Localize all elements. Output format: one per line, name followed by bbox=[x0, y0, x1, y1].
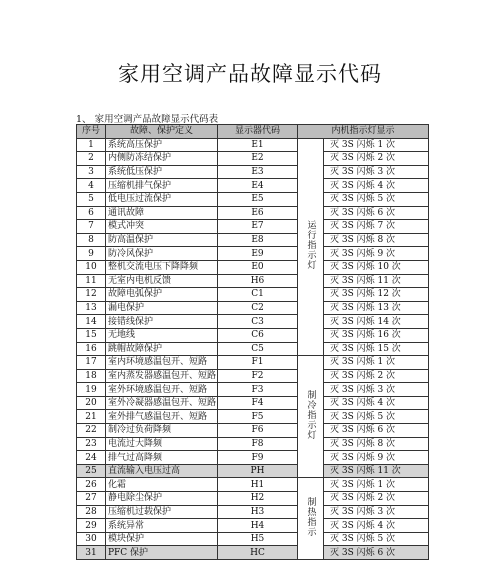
indicator-blink-pattern: 灭 3S 闪烁 1 次 bbox=[324, 478, 429, 492]
table-row bbox=[77, 260, 429, 274]
row-number: 13 bbox=[77, 301, 106, 315]
fault-definition: 模式冲突 bbox=[106, 220, 218, 234]
display-code: F3 bbox=[218, 383, 298, 397]
indicator-blink-pattern: 灭 3S 闪烁 4 次 bbox=[324, 519, 429, 533]
table-row bbox=[77, 152, 429, 166]
display-code: H3 bbox=[218, 505, 298, 519]
fault-definition: 室外环境感温包开、短路 bbox=[106, 383, 218, 397]
display-code: H2 bbox=[218, 492, 298, 506]
indicator-blink-pattern: 灭 3S 闪烁 13 次 bbox=[324, 301, 429, 315]
fault-definition: 电流过大降频 bbox=[106, 437, 218, 451]
display-code: E9 bbox=[218, 247, 298, 261]
indicator-blink-pattern: 灭 3S 闪烁 2 次 bbox=[324, 152, 429, 166]
table-row bbox=[77, 519, 429, 533]
fault-definition: 系统异常 bbox=[106, 519, 218, 533]
indicator-group-text: 制热指示 bbox=[305, 496, 316, 537]
indicator-blink-pattern: 灭 3S 闪烁 5 次 bbox=[324, 532, 429, 546]
fault-definition: 室外排气感温包开、短路 bbox=[106, 410, 218, 424]
indicator-blink-pattern: 灭 3S 闪烁 4 次 bbox=[324, 179, 429, 193]
fault-definition: 整机交流电压下降降频 bbox=[106, 260, 218, 274]
fault-definition: 化霜 bbox=[106, 478, 218, 492]
fault-definition: 跳帽故障保护 bbox=[106, 342, 218, 356]
indicator-blink-pattern: 灭 3S 闪烁 9 次 bbox=[324, 451, 429, 465]
table-row bbox=[77, 206, 429, 220]
row-number: 11 bbox=[77, 274, 106, 288]
table-row bbox=[77, 274, 429, 288]
row-number: 27 bbox=[77, 492, 106, 506]
row-number: 12 bbox=[77, 288, 106, 302]
indicator-group-label bbox=[298, 138, 324, 356]
table-row bbox=[77, 165, 429, 179]
row-number: 8 bbox=[77, 233, 106, 247]
fault-definition: 压缩机过载保护 bbox=[106, 505, 218, 519]
display-code: H6 bbox=[218, 274, 298, 288]
indicator-group-label bbox=[298, 356, 324, 478]
display-code: E3 bbox=[218, 165, 298, 179]
fault-definition: 防冷风保护 bbox=[106, 247, 218, 261]
fault-definition: 接错线保护 bbox=[106, 315, 218, 329]
display-code: F1 bbox=[218, 356, 298, 370]
indicator-blink-pattern: 灭 3S 闪烁 14 次 bbox=[324, 315, 429, 329]
indicator-blink-pattern: 灭 3S 闪烁 6 次 bbox=[324, 424, 429, 438]
row-number: 20 bbox=[77, 396, 106, 410]
display-code: F4 bbox=[218, 396, 298, 410]
indicator-blink-pattern: 灭 3S 闪烁 1 次 bbox=[324, 138, 429, 152]
fault-definition: 漏电保护 bbox=[106, 301, 218, 315]
display-code: F9 bbox=[218, 451, 298, 465]
indicator-blink-pattern: 灭 3S 闪烁 4 次 bbox=[324, 396, 429, 410]
indicator-blink-pattern: 灭 3S 闪烁 6 次 bbox=[324, 546, 429, 560]
display-code: PH bbox=[218, 464, 298, 478]
display-code: C1 bbox=[218, 288, 298, 302]
row-number: 9 bbox=[77, 247, 106, 261]
table-header-row bbox=[77, 125, 429, 139]
fault-definition: 低电压过流保护 bbox=[106, 192, 218, 206]
table-row bbox=[77, 532, 429, 546]
fault-definition: 模块保护 bbox=[106, 532, 218, 546]
row-number: 16 bbox=[77, 342, 106, 356]
fault-definition: 直流输入电压过高 bbox=[106, 464, 218, 478]
indicator-blink-pattern: 灭 3S 闪烁 2 次 bbox=[324, 369, 429, 383]
table-row bbox=[77, 356, 429, 370]
row-number: 18 bbox=[77, 369, 106, 383]
row-number: 30 bbox=[77, 532, 106, 546]
display-code: C5 bbox=[218, 342, 298, 356]
display-code: E1 bbox=[218, 138, 298, 152]
table-row bbox=[77, 396, 429, 410]
row-number: 21 bbox=[77, 410, 106, 424]
indicator-blink-pattern: 灭 3S 闪烁 5 次 bbox=[324, 410, 429, 424]
table-row bbox=[77, 233, 429, 247]
table-row bbox=[77, 492, 429, 506]
table-row bbox=[77, 464, 429, 478]
fault-definition: 防高温保护 bbox=[106, 233, 218, 247]
row-number: 5 bbox=[77, 192, 106, 206]
table-body bbox=[77, 138, 429, 559]
table-row bbox=[77, 451, 429, 465]
row-number: 22 bbox=[77, 424, 106, 438]
indicator-blink-pattern: 灭 3S 闪烁 7 次 bbox=[324, 220, 429, 234]
table-row bbox=[77, 342, 429, 356]
row-number: 10 bbox=[77, 260, 106, 274]
row-number: 2 bbox=[77, 152, 106, 166]
header-definition: 故障、保护定义 bbox=[106, 125, 218, 139]
row-number: 3 bbox=[77, 165, 106, 179]
indicator-blink-pattern: 灭 3S 闪烁 3 次 bbox=[324, 165, 429, 179]
table-row bbox=[77, 301, 429, 315]
header-display-code: 显示器代码 bbox=[218, 125, 298, 139]
table-row bbox=[77, 383, 429, 397]
fault-definition: 系统高压保护 bbox=[106, 138, 218, 152]
row-number: 24 bbox=[77, 451, 106, 465]
indicator-blink-pattern: 灭 3S 闪烁 15 次 bbox=[324, 342, 429, 356]
indicator-blink-pattern: 灭 3S 闪烁 3 次 bbox=[324, 505, 429, 519]
display-code: E8 bbox=[218, 233, 298, 247]
row-number: 4 bbox=[77, 179, 106, 193]
row-number: 17 bbox=[77, 356, 106, 370]
row-number: 14 bbox=[77, 315, 106, 329]
section-heading: 1、 家用空调产品故障显示代码表 bbox=[76, 114, 219, 125]
row-number: 1 bbox=[77, 138, 106, 152]
table-row bbox=[77, 328, 429, 342]
display-code: F6 bbox=[218, 424, 298, 438]
table-row bbox=[77, 369, 429, 383]
indicator-blink-pattern: 灭 3S 闪烁 2 次 bbox=[324, 492, 429, 506]
fault-definition: 室内蒸发器感温包开、短路 bbox=[106, 369, 218, 383]
display-code: H5 bbox=[218, 532, 298, 546]
indicator-blink-pattern: 灭 3S 闪烁 6 次 bbox=[324, 206, 429, 220]
table-row bbox=[77, 220, 429, 234]
table-row bbox=[77, 424, 429, 438]
fault-definition: 故障电弧保护 bbox=[106, 288, 218, 302]
display-code: E4 bbox=[218, 179, 298, 193]
display-code: H1 bbox=[218, 478, 298, 492]
row-number: 29 bbox=[77, 519, 106, 533]
indicator-blink-pattern: 灭 3S 闪烁 11 次 bbox=[324, 274, 429, 288]
display-code: F5 bbox=[218, 410, 298, 424]
indicator-blink-pattern: 灭 3S 闪烁 3 次 bbox=[324, 383, 429, 397]
row-number: 23 bbox=[77, 437, 106, 451]
row-number: 25 bbox=[77, 464, 106, 478]
indicator-blink-pattern: 灭 3S 闪烁 16 次 bbox=[324, 328, 429, 342]
table-row bbox=[77, 546, 429, 560]
display-code: E2 bbox=[218, 152, 298, 166]
fault-definition: 通讯故障 bbox=[106, 206, 218, 220]
fault-definition: 无室内电机反馈 bbox=[106, 274, 218, 288]
row-number: 6 bbox=[77, 206, 106, 220]
fault-definition: 系统低压保护 bbox=[106, 165, 218, 179]
indicator-blink-pattern: 灭 3S 闪烁 11 次 bbox=[324, 464, 429, 478]
table-row bbox=[77, 179, 429, 193]
table-row bbox=[77, 505, 429, 519]
display-code: HC bbox=[218, 546, 298, 560]
display-code: C2 bbox=[218, 301, 298, 315]
display-code: E5 bbox=[218, 192, 298, 206]
fault-definition: 压缩机排气保护 bbox=[106, 179, 218, 193]
row-number: 15 bbox=[77, 328, 106, 342]
display-code: C6 bbox=[218, 328, 298, 342]
indicator-blink-pattern: 灭 3S 闪烁 5 次 bbox=[324, 192, 429, 206]
row-number: 7 bbox=[77, 220, 106, 234]
display-code: F2 bbox=[218, 369, 298, 383]
fault-definition: 室内环境感温包开、短路 bbox=[106, 356, 218, 370]
fault-definition: 排气过高降频 bbox=[106, 451, 218, 465]
table-row bbox=[77, 478, 429, 492]
header-indicator: 内机指示灯显示 bbox=[298, 125, 429, 139]
table-row bbox=[77, 138, 429, 152]
display-code: C3 bbox=[218, 315, 298, 329]
table-row bbox=[77, 288, 429, 302]
indicator-blink-pattern: 灭 3S 闪烁 12 次 bbox=[324, 288, 429, 302]
display-code: E6 bbox=[218, 206, 298, 220]
table-row bbox=[77, 410, 429, 424]
display-code: E7 bbox=[218, 220, 298, 234]
fault-definition: 制冷过负荷降频 bbox=[106, 424, 218, 438]
indicator-group-text: 运行指示灯 bbox=[305, 219, 316, 270]
fault-definition: 静电除尘保护 bbox=[106, 492, 218, 506]
indicator-blink-pattern: 灭 3S 闪烁 1 次 bbox=[324, 356, 429, 370]
table-row bbox=[77, 247, 429, 261]
row-number: 26 bbox=[77, 478, 106, 492]
table-row bbox=[77, 315, 429, 329]
indicator-group-label bbox=[298, 478, 324, 560]
row-number: 19 bbox=[77, 383, 106, 397]
fault-definition: 室外冷凝器感温包开、短路 bbox=[106, 396, 218, 410]
fault-code-table bbox=[76, 124, 429, 560]
row-number: 28 bbox=[77, 505, 106, 519]
fault-definition: 无地线 bbox=[106, 328, 218, 342]
display-code: E0 bbox=[218, 260, 298, 274]
header-number: 序号 bbox=[77, 125, 106, 139]
display-code: F8 bbox=[218, 437, 298, 451]
table-row bbox=[77, 192, 429, 206]
indicator-blink-pattern: 灭 3S 闪烁 8 次 bbox=[324, 437, 429, 451]
indicator-group-text: 制冷指示灯 bbox=[305, 389, 316, 440]
indicator-blink-pattern: 灭 3S 闪烁 8 次 bbox=[324, 233, 429, 247]
table-row bbox=[77, 437, 429, 451]
indicator-blink-pattern: 灭 3S 闪烁 10 次 bbox=[324, 260, 429, 274]
page-title: 家用空调产品故障显示代码 bbox=[118, 62, 382, 86]
display-code: H4 bbox=[218, 519, 298, 533]
fault-definition: PFC 保护 bbox=[106, 546, 218, 560]
indicator-blink-pattern: 灭 3S 闪烁 9 次 bbox=[324, 247, 429, 261]
fault-definition: 内侧防冻结保护 bbox=[106, 152, 218, 166]
row-number: 31 bbox=[77, 546, 106, 560]
